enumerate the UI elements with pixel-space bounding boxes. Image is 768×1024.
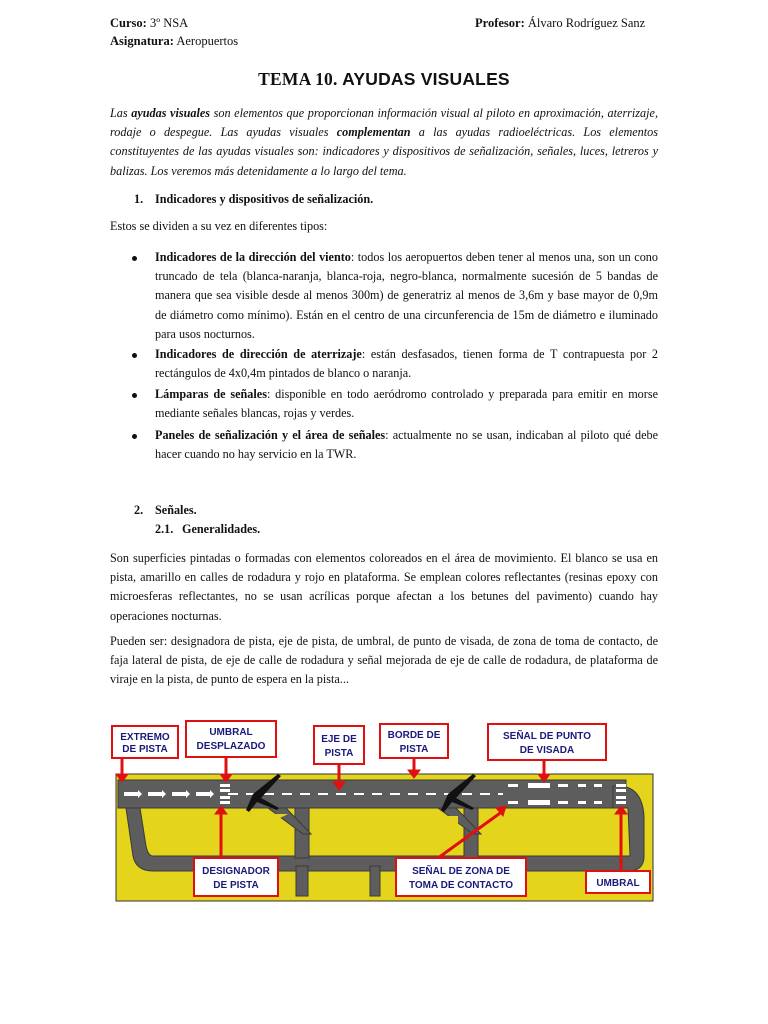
teacher-line (475, 16, 645, 31)
label-designador-2: DE PISTA (213, 880, 259, 891)
label-tdz-1: SEÑAL DE ZONA DE (412, 866, 510, 877)
label-extremo-1: EXTREMO (120, 732, 170, 743)
course-label: Curso: (110, 16, 147, 30)
intro-bold: ayudas visuales (131, 106, 211, 120)
list-item (155, 248, 658, 344)
label-visada-1: SEÑAL DE PUNTO (503, 731, 591, 742)
bullet-text: : todos los aeropuertos deben tener al menos una, son un cono truncado de tela (blanca-naranja, blanca-roja, negro-blanca, normalmente sucesión de 5 bandas de manera que sea visible desde al menos 300m) de generatriz al menos de 3,6m y base mayor de 0,9m de diámetro como mínimo). Están en el centro de una circunferencia de 15m de diámetro e iluminado para usos nocturnos. (155, 250, 658, 341)
intro-text: a las ayudas radioeléctricas. Los elementos constituyentes de las ayudas visuales son: indicadores y dispositivos de señalización, señales, luces, letreros y balizas. Los veremos más detenidamente a lo largo del tema. (110, 125, 658, 178)
bullet-dot (132, 353, 137, 358)
section2-1-number: 2.1. (155, 522, 174, 536)
figure-island (482, 816, 616, 848)
bullet-text: : actualmente no se usan, indicaban al piloto qué debe hacer cuando no hay servicio en la TWR. (155, 428, 659, 462)
runway-markings-figure (108, 716, 658, 906)
label-tdz-2: TOMA DE CONTACTO (408, 880, 514, 891)
bullet-dot (132, 256, 137, 261)
label-eje-1: EJE DE (321, 734, 357, 745)
intro-bold: complementan (336, 125, 411, 140)
section2-paragraph: Son superficies pintadas o formadas con elementos coloreados en el área de movimiento. El blanco se usa en pista, amarillo en calles de rodadura y rojo en plataforma. Se emplean colores reflectantes (resinas epoxy con microesferas reflectantes, no se usan acrílicas porque afectan a los betunes del pavimento) cuando hay operaciones nocturnas. (110, 551, 658, 623)
bullet-term: Indicadores de la dirección del viento (155, 250, 351, 264)
label-umbral-desp-1: UMBRAL (209, 727, 253, 738)
subject-line (110, 34, 238, 49)
label-umbral-desp-2: DESPLAZADO (196, 741, 266, 752)
section2-heading: Señales. (155, 503, 197, 517)
title-prefix: TEMA 10. (258, 69, 338, 89)
label-extremo-2: DE PISTA (122, 744, 168, 755)
subject-value: Aeropuertos (176, 34, 239, 48)
course-value: 3º NSA (149, 16, 189, 30)
teacher-label: Profesor: (475, 16, 525, 30)
list-item (155, 385, 658, 423)
bullet-text: : están desfasados, tienen forma de T contrapuesta por 2 rectángulos de 4x0,4m pintados de blanco o naranja. (155, 347, 658, 381)
bullet-dot (132, 434, 137, 439)
bullet-term: Indicadores de dirección de aterrizaje (155, 347, 362, 361)
section1-lead: Estos se dividen a su vez en diferentes tipos: (110, 219, 328, 233)
course-line (110, 16, 188, 31)
subject-label: Asignatura: (110, 34, 174, 48)
label-borde-2: PISTA (399, 744, 429, 755)
bullet-dot (132, 393, 137, 398)
bullet-text: : disponible en todo aeródromo controlado y preparada para emitir en morse mediante señales blancas, rojas y verdes. (155, 387, 658, 421)
list-item (155, 426, 658, 464)
section2-number: 2. (134, 503, 144, 517)
bullet-term: Paneles de señalización y el área de señales (155, 428, 386, 442)
intro-paragraph (110, 104, 658, 181)
label-designador-1: DESIGNADOR (202, 866, 270, 877)
list-item (155, 345, 658, 383)
intro-text: son elementos que proporcionan información visual al piloto en aproximación, aterrizaje, rodaje o despegue. Las ayudas visuales (110, 106, 658, 140)
title-main: AYUDAS VISUALES (342, 69, 510, 89)
teacher-value: Álvaro Rodríguez Sanz (527, 16, 646, 30)
label-visada-2: DE VISADA (519, 745, 575, 756)
label-borde-1: BORDE DE (387, 730, 441, 741)
label-umbral: UMBRAL (596, 878, 640, 889)
section1-heading: Indicadores y dispositivos de señalización. (155, 192, 374, 206)
section2-1-heading: Generalidades. (182, 522, 261, 536)
figure-island (313, 816, 458, 848)
bullet-term: Lámparas de señales (155, 387, 267, 401)
intro-text: Las (110, 106, 132, 120)
section1-number: 1. (134, 192, 144, 206)
section2-paragraph: Pueden ser: designadora de pista, eje de pista, de umbral, de punto de visada, de zona de toma de contacto, de faja lateral de pista, de eje de calle de rodadura y señal mejorada de eje de calle de rodadura, de plataforma de viraje en la pista, de punto de espera en la pista... (110, 634, 658, 687)
page-title (0, 69, 768, 90)
label-eje-2: PISTA (324, 748, 354, 759)
